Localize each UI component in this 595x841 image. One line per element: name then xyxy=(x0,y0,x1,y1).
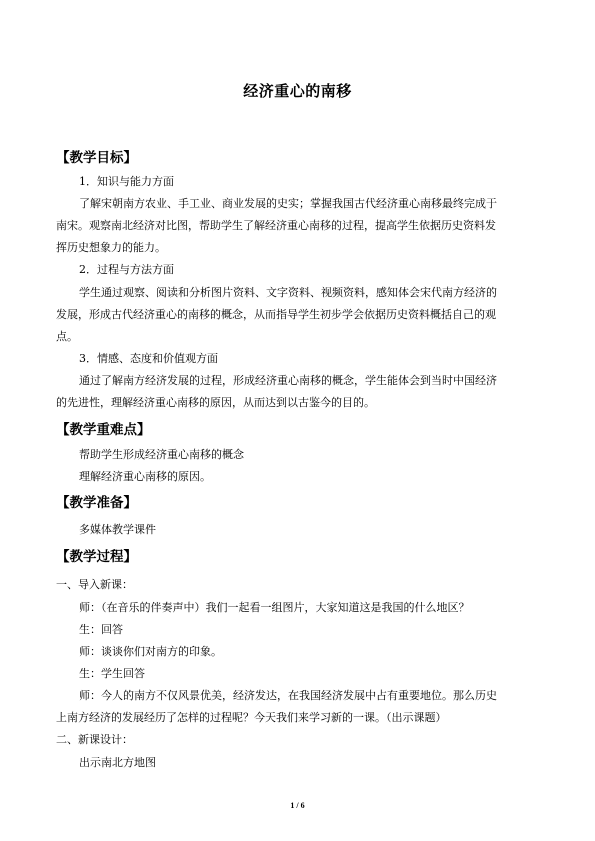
goals-paragraph-2-line-1: 学生通过观察、阅读和分析图片资料、文字资料、视频资料，感知体会宋代南方经济的 xyxy=(79,286,497,299)
goals-paragraph-3-line-2: 的先进性，理解经济重心南移的原因，从而达到以古鉴今的目的。 xyxy=(56,396,375,409)
section-heading-prep: 【教学准备】 xyxy=(56,495,137,511)
page-number: 1 / 6 xyxy=(290,801,305,810)
section-heading-process: 【教学过程】 xyxy=(56,549,137,565)
goals-paragraph-2-line-2: 发展，形成古代经济重心的南移的概念，从而指导学生初步学会依据历史资料概括自己的观 xyxy=(56,308,496,321)
goals-paragraph-3-line-1: 通过了解南方经济发展的过程，形成经济重心南移的概念，学生能体会到当时中国经济 xyxy=(79,374,497,387)
process-line-6: 上南方经济的发展经历了怎样的过程呢？今天我们来学习新的一课。（出示课题） xyxy=(56,711,447,724)
prep-line-1: 多媒体教学课件 xyxy=(79,523,156,536)
process-line-5: 师：今人的南方不仅风景优美，经济发达，在我国经济发展中占有重要地位。那么历史 xyxy=(79,689,497,702)
goals-sub-2: 2．过程与方法方面 xyxy=(79,263,174,276)
goals-paragraph-2-line-3: 点。 xyxy=(56,330,78,343)
process-line-7: 出示南北方地图 xyxy=(79,756,156,769)
process-line-1: 师：（在音乐的伴奏声中）我们一起看一组图片，大家知道这是我国的什么地区？ xyxy=(79,601,470,614)
goals-sub-3: 3．情感、态度和价值观方面 xyxy=(79,352,218,365)
goals-paragraph-1-line-3: 挥历史想象力的能力。 xyxy=(56,241,166,254)
section-heading-keypoints: 【教学重难点】 xyxy=(56,422,151,438)
process-line-3: 师：谈谈你们对南方的印象。 xyxy=(79,645,222,658)
keypoints-line-1: 帮助学生形成经济重心南移的概念 xyxy=(79,448,244,461)
process-line-4: 生：学生回答 xyxy=(79,667,145,680)
keypoints-line-2: 理解经济重心南移的原因。 xyxy=(79,470,211,483)
page-title: 经济重心的南移 xyxy=(243,82,352,100)
goals-sub-1: 1．知识与能力方面 xyxy=(79,175,174,188)
section-heading-goals: 【教学目标】 xyxy=(56,150,137,166)
goals-paragraph-1-line-2: 南宋。观察南北经济对比图，帮助学生了解经济重心南移的过程，提高学生依据历史资料发 xyxy=(56,219,496,232)
process-step-2: 二、新课设计： xyxy=(56,733,133,746)
goals-paragraph-1-line-1: 了解宋朝南方农业、手工业、商业发展的史实；掌握我国古代经济重心南移最终完成于 xyxy=(79,197,497,210)
process-step-1: 一、导入新课： xyxy=(56,578,133,591)
process-line-2: 生：回答 xyxy=(79,623,123,636)
